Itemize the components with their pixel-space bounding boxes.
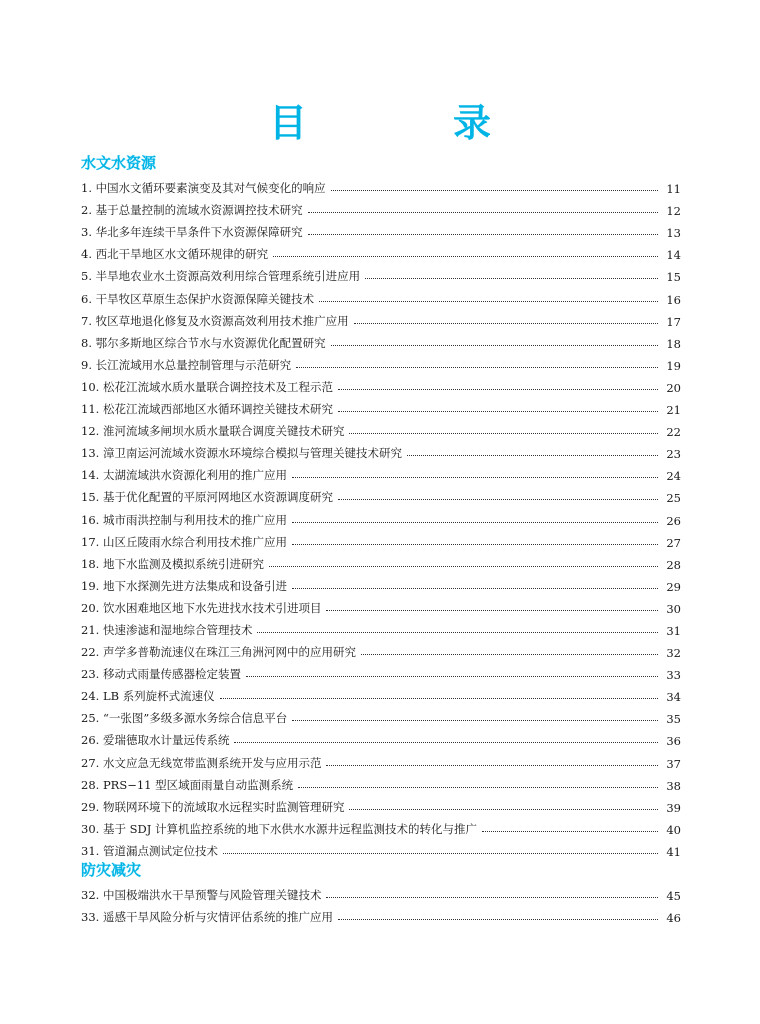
dot-leader xyxy=(292,522,658,523)
toc-entry-title: 2. 基于总量控制的流域水资源调控技术研究 xyxy=(81,203,303,218)
toc-entry[interactable] xyxy=(81,837,681,859)
toc-entry[interactable] xyxy=(81,483,681,505)
toc-entry-title: 11. 松花江流域西部地区水循环调控关键技术研究 xyxy=(81,402,333,417)
toc-entry[interactable] xyxy=(81,815,681,837)
toc-entry-title: 10. 松花江流域水质水量联合调控技术及工程示范 xyxy=(81,379,333,394)
toc-entry-title: 3. 华北多年连续干旱条件下水资源保障研究 xyxy=(81,225,303,240)
toc-entry-title: 24. LB 系列旋杯式流速仪 xyxy=(81,689,215,704)
dot-leader xyxy=(308,212,658,213)
toc-page-number: 26 xyxy=(666,513,681,528)
dot-leader xyxy=(292,720,658,721)
dot-leader xyxy=(338,919,658,920)
toc-entry-title: 28. PRS−11 型区域面雨量自动监测系统 xyxy=(81,777,294,792)
dot-leader xyxy=(407,455,658,456)
toc-page-number: 41 xyxy=(666,844,681,859)
toc-page-number: 29 xyxy=(666,579,681,594)
dot-leader xyxy=(331,190,658,191)
dot-leader xyxy=(354,323,658,324)
toc-page-number: 31 xyxy=(666,623,681,638)
toc-page-number: 16 xyxy=(666,292,681,307)
toc-page-number: 22 xyxy=(666,425,681,440)
toc-entry[interactable] xyxy=(81,240,681,262)
toc-entry-title: 13. 漳卫南运河流域水资源水环境综合模拟与管理关键技术研究 xyxy=(81,446,402,461)
toc-entry-title: 26. 爱瑞德取水计量远传系统 xyxy=(81,733,230,748)
dot-leader xyxy=(220,698,658,699)
dot-leader xyxy=(326,897,658,898)
toc-entry-title: 4. 西北干旱地区水文循环规律的研究 xyxy=(81,247,269,262)
dot-leader xyxy=(338,389,658,390)
toc-page-number: 38 xyxy=(666,778,681,793)
dot-leader xyxy=(246,676,658,677)
toc-page-number: 23 xyxy=(666,447,681,462)
dot-leader xyxy=(338,499,658,500)
toc-entry[interactable] xyxy=(81,881,681,903)
dot-leader xyxy=(298,787,658,788)
toc-entry[interactable] xyxy=(81,395,681,417)
toc-entry-title: 31. 管道漏点测试定位技术 xyxy=(81,843,218,858)
dot-leader xyxy=(331,345,658,346)
toc-page-number: 19 xyxy=(666,358,681,373)
toc-entry[interactable] xyxy=(81,793,681,815)
toc-page-number: 21 xyxy=(666,403,681,418)
toc-page-number: 27 xyxy=(666,535,681,550)
toc-entry-title: 16. 城市雨洪控制与利用技术的推广应用 xyxy=(81,512,287,527)
toc-page-number: 13 xyxy=(666,226,681,241)
toc-entry[interactable] xyxy=(81,329,681,351)
toc-entry-title: 17. 山区丘陵雨水综合利用技术推广应用 xyxy=(81,534,287,549)
toc-page-number: 35 xyxy=(666,712,681,727)
dot-leader xyxy=(308,234,658,235)
toc-entry-title: 22. 声学多普勒流速仪在珠江三角洲河网中的应用研究 xyxy=(81,645,356,660)
toc-entry-title: 27. 水文应急无线宽带监测系统开发与应用示范 xyxy=(81,755,322,770)
toc-entry[interactable] xyxy=(81,550,681,572)
dot-leader xyxy=(326,610,658,611)
toc-entry-title: 9. 长江流域用水总量控制管理与示范研究 xyxy=(81,357,292,372)
toc-entry-title: 25. “一张图”多级多源水务综合信息平台 xyxy=(81,711,288,726)
toc-page-number: 39 xyxy=(666,800,681,815)
toc-entry[interactable] xyxy=(81,351,681,373)
toc-page-number: 36 xyxy=(666,734,681,749)
toc-entry-title: 32. 中国极端洪水干旱预警与风险管理关键技术 xyxy=(81,888,322,902)
toc-page-number: 17 xyxy=(666,314,681,329)
toc-page-number: 34 xyxy=(666,690,681,705)
section-heading: 水文水资源 xyxy=(81,154,157,172)
toc-entry-title: 5. 半旱地农业水土资源高效利用综合管理系统引进应用 xyxy=(81,269,361,284)
toc-page-number: 40 xyxy=(666,822,681,837)
toc-entry[interactable] xyxy=(81,682,681,704)
toc-entry-title: 23. 移动式雨量传感器检定装置 xyxy=(81,667,241,682)
toc-page-number: 24 xyxy=(666,469,681,484)
toc-entry-title: 18. 地下水监测及模拟系统引进研究 xyxy=(81,556,264,571)
toc-page-number: 45 xyxy=(666,889,681,903)
dot-leader xyxy=(273,256,658,257)
dot-leader xyxy=(349,433,658,434)
toc-entry-title: 30. 基于 SDJ 计算机监控系统的地下水供水水源井远程监测技术的转化与推广 xyxy=(81,821,477,836)
dot-leader xyxy=(269,566,658,567)
section-heading: 防灾减灾 xyxy=(81,860,142,879)
dot-leader xyxy=(296,367,658,368)
toc-page-number: 15 xyxy=(666,270,681,285)
toc-entry-title: 20. 饮水困难地区地下水先进找水技术引进项目 xyxy=(81,600,322,615)
toc-entry[interactable] xyxy=(81,903,681,925)
toc-page-number: 33 xyxy=(666,668,681,683)
page-title: 目 录 xyxy=(268,100,545,145)
toc-entry[interactable] xyxy=(81,196,681,218)
toc-entry-title: 21. 快速渗滤和湿地综合管理技术 xyxy=(81,622,253,637)
toc-entry[interactable] xyxy=(81,373,681,395)
toc-page-number: 32 xyxy=(666,646,681,661)
toc-entry-title: 15. 基于优化配置的平原河网地区水资源调度研究 xyxy=(81,490,333,505)
toc-entry[interactable] xyxy=(81,638,681,660)
dot-leader xyxy=(292,477,658,478)
dot-leader xyxy=(326,765,658,766)
dot-leader xyxy=(292,544,658,545)
toc-entry[interactable] xyxy=(81,660,681,682)
dot-leader xyxy=(319,301,658,302)
dot-leader xyxy=(257,632,658,633)
toc-entry[interactable] xyxy=(81,704,681,726)
toc-entry-title: 19. 地下水探测先进方法集成和设备引进 xyxy=(81,578,287,593)
toc-entry-title: 1. 中国水文循环要素演变及其对气候变化的响应 xyxy=(81,181,326,196)
toc-entry[interactable] xyxy=(81,439,681,461)
dot-leader xyxy=(234,742,658,743)
toc-entry[interactable] xyxy=(81,748,681,770)
dot-leader xyxy=(338,411,658,412)
toc-entry-title: 33. 遥感干旱风险分析与灾情评估系统的推广应用 xyxy=(81,910,333,925)
toc-entry[interactable] xyxy=(81,505,681,527)
dot-leader xyxy=(482,831,658,832)
toc-entry[interactable] xyxy=(81,218,681,240)
dot-leader xyxy=(365,278,658,279)
toc-entry[interactable] xyxy=(81,307,681,329)
toc-entry[interactable] xyxy=(81,262,681,284)
toc-entry[interactable] xyxy=(81,528,681,550)
toc-entry[interactable] xyxy=(81,461,681,483)
toc-entry-title: 7. 牧区草地退化修复及水资源高效利用技术推广应用 xyxy=(81,313,349,328)
table-of-contents xyxy=(81,152,681,925)
dot-leader xyxy=(361,654,658,655)
toc-entry[interactable] xyxy=(81,726,681,748)
toc-entry-title: 29. 物联网环境下的流域取水远程实时监测管理研究 xyxy=(81,799,345,814)
dot-leader xyxy=(349,809,658,810)
toc-page-number: 12 xyxy=(666,204,681,219)
toc-entry[interactable] xyxy=(81,417,681,439)
toc-page-number: 20 xyxy=(666,380,681,395)
toc-entry[interactable] xyxy=(81,616,681,638)
toc-entry[interactable] xyxy=(81,771,681,793)
toc-page-number: 46 xyxy=(666,911,681,926)
toc-page-number: 28 xyxy=(666,557,681,572)
dot-leader xyxy=(292,588,658,589)
toc-page-number: 14 xyxy=(666,248,681,263)
toc-page-number: 18 xyxy=(666,336,681,351)
dot-leader xyxy=(223,853,658,854)
toc-entry[interactable] xyxy=(81,572,681,594)
toc-page-number: 25 xyxy=(666,491,681,506)
toc-page-number: 37 xyxy=(666,756,681,771)
toc-page-number: 11 xyxy=(666,182,681,197)
toc-page-number: 30 xyxy=(666,601,681,616)
toc-entry-title: 14. 太湖流域洪水资源化利用的推广应用 xyxy=(81,468,287,483)
toc-entry[interactable] xyxy=(81,594,681,616)
toc-entry-title: 6. 干旱牧区草原生态保护水资源保障关键技术 xyxy=(81,291,315,306)
toc-entry-title: 8. 鄂尔多斯地区综合节水与水资源优化配置研究 xyxy=(81,335,326,350)
toc-entry-title: 12. 淮河流域多闸坝水质水量联合调度关键技术研究 xyxy=(81,424,345,439)
toc-entry[interactable] xyxy=(81,284,681,306)
toc-entry[interactable] xyxy=(81,174,681,196)
